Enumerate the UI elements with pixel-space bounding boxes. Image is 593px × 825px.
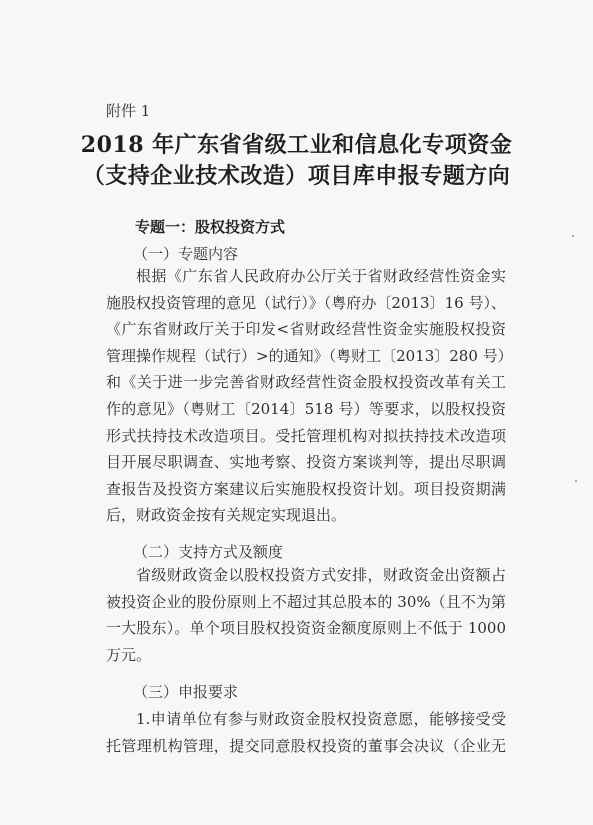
paragraph-line: 形式扶持技术改造项目。受托管理机构对拟扶持技术改造项 (106, 426, 506, 445)
scan-speck (575, 480, 577, 482)
attachment-label: 附件 1 (106, 102, 151, 120)
paragraph-line: 根据《广东省人民政府办公厅关于省财政经营性资金实 (136, 267, 506, 285)
subsection-2-heading: （二）支持方式及额度 (133, 543, 284, 561)
paragraph-line: 施股权投资管理的意见（试行）》（粤府办〔2013〕16 号）、 (106, 293, 506, 312)
paragraph-line: 被投资企业的股份原则上不超过其总股本的 30%（且不为第 (106, 592, 506, 611)
paragraph-line: 目开展尽职调查、实地考察、投资方案谈判等，提出尽职调 (106, 453, 506, 472)
paragraph-line: 查报告及投资方案建议后实施股权投资计划。项目投资期满 (106, 479, 506, 498)
paragraph-line: 托管理机构管理，提交同意股权投资的董事会决议（企业无 (106, 736, 506, 755)
subsection-2-paragraph (106, 562, 506, 668)
paragraph-line: 一大股东）。单个项目股权投资资金额度原则上不低于 1000 (106, 619, 506, 638)
paragraph-line: 省级财政资金以股权投资方式安排，财政资金出资额占 (136, 566, 506, 584)
paragraph-line: 万元。 (106, 645, 152, 664)
subsection-3-paragraph (106, 706, 506, 759)
paragraph-line: 管理操作规程（试行）>的通知》（粤财工〔2013〕280 号） (106, 346, 513, 365)
subsection-1-heading: （一）专题内容 (133, 245, 239, 263)
topic-1-heading: 专题一：股权投资方式 (135, 218, 286, 236)
paragraph-line: 作的意见》（粤财工〔2014〕518 号）等要求，以股权投资 (106, 399, 506, 418)
subsection-3-heading: （三）申报要求 (133, 683, 239, 701)
paragraph-line: 1.申请单位有参与财政资金股权投资意愿，能够接受受 (136, 710, 506, 728)
document-title-line-1: 2018 年广东省省级工业和信息化专项资金 (80, 132, 513, 158)
paragraph-line: 后，财政资金按有关规定实现退出。 (106, 506, 347, 525)
paragraph-line: 《广东省财政厅关于印发<省财政经营性资金实施股权投资 (106, 320, 506, 339)
subsection-1-paragraph (106, 263, 513, 529)
scan-speck (572, 235, 574, 237)
document-title-line-2: （支持企业技术改造）项目库申报专题方向 (82, 163, 511, 189)
paragraph-line: 和《关于进一步完善省财政经营性资金股权投资改革有关工 (106, 373, 506, 392)
